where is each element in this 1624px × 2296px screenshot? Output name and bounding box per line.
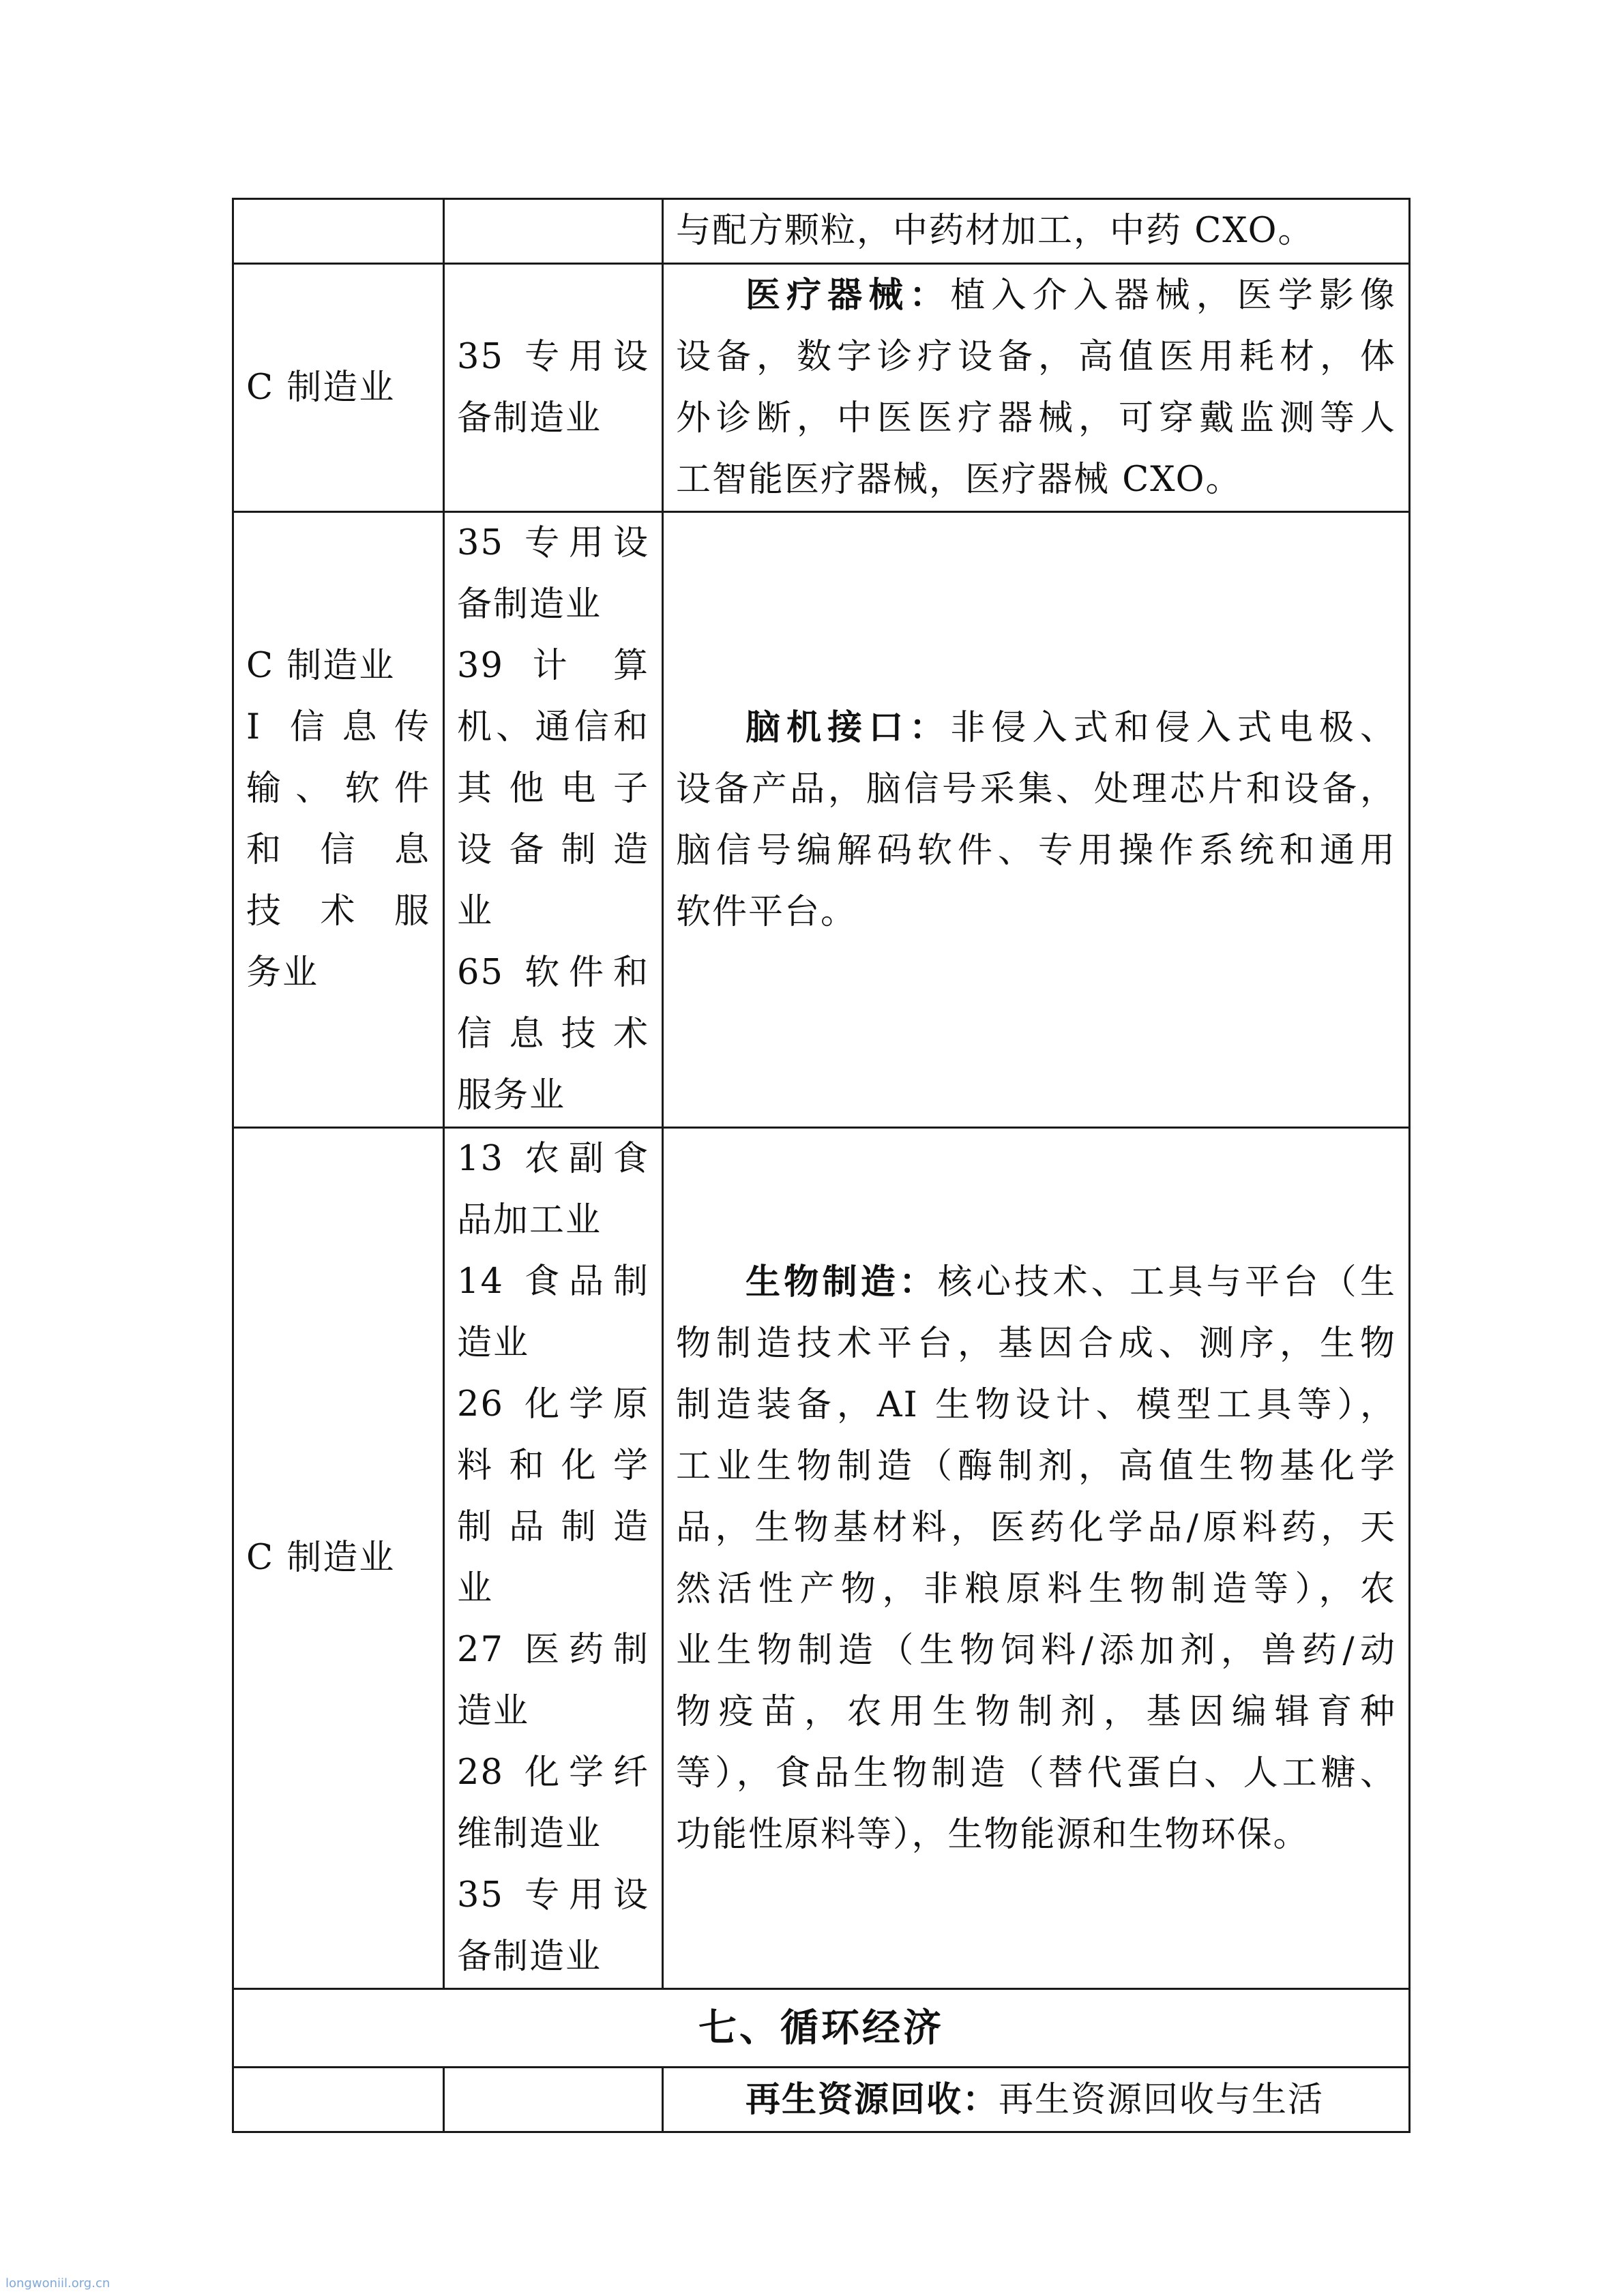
code-line: 28 化学纤 [457, 1753, 649, 1793]
description-title: 再生资源回收： [745, 2078, 999, 2120]
industry-line: C 制造业 [246, 1538, 396, 1578]
code-line: 造业 [457, 1323, 530, 1363]
code-line: 服务业 [457, 1075, 566, 1116]
code-cell [444, 512, 663, 1128]
code-line: 26 化学原 [457, 1384, 649, 1425]
description-line: 脑信号编解码软件、专用操作系统和通用 [676, 830, 1396, 871]
description-line: 软件平台。 [676, 891, 857, 932]
code-line: 65 软件和 [457, 953, 649, 993]
code-line: 13 农副食 [457, 1139, 649, 1179]
table-row [233, 512, 1410, 1128]
description-line: 制造装备，AI 生物设计、模型工具等）， [676, 1384, 1396, 1425]
description-line: 物制造技术平台，基因合成、测序，生物 [676, 1323, 1396, 1364]
code-line: 35 专用设 [457, 523, 649, 563]
table-row [233, 199, 1410, 264]
description-title: 医疗器械： [745, 275, 951, 316]
code-line: 35 专用设 [457, 336, 649, 377]
industry-cell [233, 2068, 444, 2132]
description-cell [663, 1128, 1410, 1989]
code-line: 料和化学 [457, 1446, 649, 1486]
code-cell [444, 1128, 663, 1989]
description-title: 脑机接口： [745, 706, 951, 748]
code-line: 备制造业 [457, 1937, 602, 1977]
description-line: 工业生物制造（酶制剂，高值生物基化学 [676, 1446, 1396, 1487]
description-line: 设备产品，脑信号采集、处理芯片和设备， [676, 769, 1396, 809]
code-line: 信息技术 [457, 1014, 649, 1054]
industry-line: 务业 [246, 953, 319, 993]
code-line: 品加工业 [457, 1200, 602, 1240]
code-line: 业 [457, 1568, 494, 1609]
description-title: 生物制造： [745, 1261, 938, 1302]
description-line: 医疗器械：植入介入器械，医学影像 [745, 275, 1396, 316]
industry-cell [233, 199, 444, 264]
industry-cell [233, 264, 444, 512]
watermark: longwoniil.org.cn [5, 2276, 110, 2291]
description-cell [663, 2068, 1410, 2132]
table-row [233, 2068, 1410, 2132]
industry-line: 和 信 息 [246, 830, 430, 870]
description-cell [663, 264, 1410, 512]
code-cell [444, 264, 663, 512]
description-line: 品，生物基材料，医药化学品/原料药，天 [676, 1507, 1396, 1548]
code-line: 39 计 算 [457, 646, 649, 686]
code-line: 备制造业 [457, 584, 602, 625]
code-line: 14 食品制 [457, 1262, 649, 1302]
industry-cell [233, 512, 444, 1128]
description-line: 与配方颗粒，中药材加工，中药 CXO。 [676, 211, 1314, 251]
industry-line: 技 术 服 [246, 891, 430, 931]
code-line: 机、通信和 [457, 707, 649, 747]
description-line: 物疫苗，农用生物制剂，基因编辑育种 [676, 1691, 1396, 1732]
industry-table [232, 198, 1411, 2133]
industry-line: C 制造业 [246, 367, 396, 408]
description-cell [663, 512, 1410, 1128]
description-line: 等），食品生物制造（替代蛋白、人工糖、 [676, 1753, 1396, 1793]
industry-line: I 信息传 [246, 707, 430, 747]
code-cell [444, 2068, 663, 2132]
code-line: 制品制造 [457, 1507, 649, 1547]
description-line: 再生资源回收：再生资源回收与生活 [745, 2078, 1325, 2120]
code-line: 27 医药制 [457, 1630, 649, 1670]
description-line: 脑机接口：非侵入式和侵入式电极、 [745, 706, 1396, 748]
section-heading-row [233, 1989, 1410, 2068]
code-line: 维制造业 [457, 1814, 602, 1854]
description-line: 外诊断，中医医疗器械，可穿戴监测等人 [676, 398, 1396, 438]
code-line: 35 专用设 [457, 1875, 649, 1915]
description-line: 工智能医疗器械，医疗器械 CXO。 [676, 460, 1242, 500]
industry-cell [233, 1128, 444, 1989]
code-line: 设备制造 [457, 830, 649, 870]
description-line: 业生物制造（生物饲料/添加剂，兽药/动 [676, 1630, 1396, 1671]
description-line: 生物制造：核心技术、工具与平台（生 [745, 1261, 1396, 1302]
table-row [233, 1128, 1410, 1989]
code-line: 造业 [457, 1691, 530, 1731]
description-cell [663, 199, 1410, 264]
code-cell [444, 199, 663, 264]
code-line: 备制造业 [457, 398, 602, 438]
description-line: 设备，数字诊疗设备，高值医用耗材，体 [676, 337, 1396, 377]
industry-line: C 制造业 [246, 646, 396, 686]
industry-line: 输、软件 [246, 769, 430, 809]
section-heading: 七、循环经济 [233, 1989, 1410, 2068]
description-line: 功能性原料等），生物能源和生物环保。 [676, 1814, 1310, 1855]
code-line: 其他电子 [457, 769, 649, 809]
code-line: 业 [457, 891, 494, 931]
table-row [233, 264, 1410, 512]
description-line: 然活性产物，非粮原料生物制造等），农 [676, 1568, 1396, 1609]
